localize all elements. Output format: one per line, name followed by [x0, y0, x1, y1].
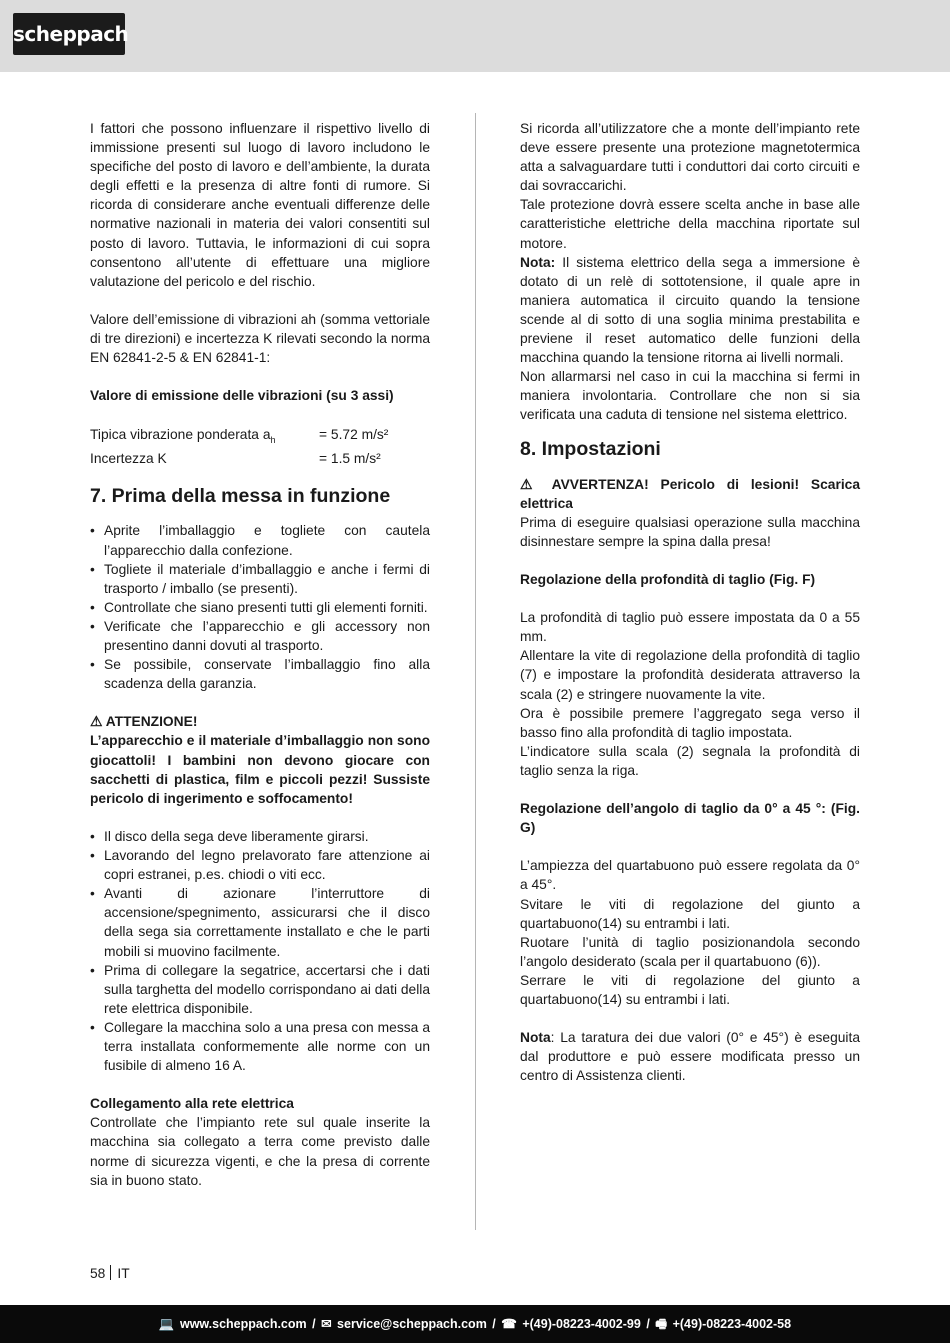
paragraph: Non allarmarsi nel caso in cui la macchina si fermi in maniera involontaria. Controllare che non si sia verificata una caduta di tensione nel sistema elettrico. [520, 369, 860, 423]
section-heading-8: 8. Impostazioni [520, 437, 661, 460]
paragraph: Svitare le viti di regolazione del giunto a quartabuono(14) su entrambi i lati. [520, 896, 860, 931]
paragraph: Ora è possibile premere l’aggregato sega verso il basso fino alla profondità di taglio impostata. [520, 705, 860, 740]
vibration-row [90, 449, 430, 468]
depth-heading: Regolazione della profondità di taglio (Fig. F) [520, 571, 816, 587]
paragraph: L’ampiezza del quartabuono può essere regolata da 0° a 45°. [520, 858, 860, 893]
note-paragraph [520, 1028, 860, 1085]
list-item: • Prima di collegare la segatrice, accertarsi che i dati sulla targhetta del modello corrispondano ai dati della rete elettrica disponibile. [90, 961, 430, 1018]
paragraph: La profondità di taglio può essere impostata da 0 a 55 mm. [520, 610, 860, 645]
vibration-value: = 1.5 m/s² [319, 451, 381, 467]
fax-icon: 🖷 [655, 1317, 668, 1331]
list-item: • Aprite l’imballaggio e togliete con cautela l’apparecchio dalla confezione. [90, 521, 430, 559]
angle-heading: Regolazione dell’angolo di taglio da 0° a 45 °: (Fig. G) [520, 801, 860, 836]
paragraph: Ruotare l’unità di taglio posizionandola secondo l’angolo desiderato (scala per il quartabuono (6)). [520, 934, 860, 969]
paragraph: Valore dell’emissione di vibrazioni ah (somma vettoriale di tre direzioni) e incertezza K rilevati secondo la norma EN 62841-2-5 & EN 62841-1: [90, 311, 430, 366]
note-paragraph [520, 253, 860, 368]
page-header [0, 0, 950, 72]
attention-text: L’apparecchio e il materiale d’imballaggio non sono giocattoli! I bambini non devono giocare con sacchetti di plastica, film e piccoli pezzi! Sussiste pericolo di ingerimento e soffocamento! [90, 733, 430, 806]
paragraph: I fattori che possono influenzare il rispettivo livello di immissione presenti sul luogo di lavoro includono le specifiche del posto di lavoro e dell’ambiente, la durata degli effetti e la presenza di altre fonti di rumore. Si ricorda di considerare anche eventuali differenze delle normative nazionali in materia dei valori consentiti sul posto di lavoro. Tuttavia, le informazioni di cui sopra consentono all’utente di effettuare una migliore valutazione del pericolo e del rischio. [90, 121, 430, 289]
list-item: • Lavorando del legno prelavorato fare attenzione ai copri estranei, p.es. chiodi o viti ecc. [90, 846, 430, 884]
vibration-row [90, 425, 430, 450]
warning-title: AVVERTENZA! Pericolo di lesioni! Scarica elettrica [520, 476, 861, 511]
paragraph: Tale protezione dovrà essere scelta anche in base alle caratteristiche elettriche della macchina riportate sul motore. [520, 197, 860, 251]
paragraph: Prima di eseguire qualsiasi operazione sulla macchina disinnestare sempre la spina dalla presa! [520, 514, 860, 549]
list-item: • Se possibile, conservate l’imballaggio fino alla scadenza della garanzia. [90, 655, 430, 693]
vibration-label: Incertezza K [90, 451, 167, 467]
connection-heading: Collegamento alla rete elettrica [90, 1096, 294, 1112]
paragraph: L’indicatore sulla scala (2) segnala la profondità di taglio senza la riga. [520, 743, 860, 778]
list-item: • Verificate che l’apparecchio e gli accessory non presentino danni dovuti al trasporto. [90, 617, 430, 655]
paragraph: Serrare le viti di regolazione del giunto a quartabuono(14) su entrambi i lati. [520, 972, 860, 1008]
list-item: • Togliete il materiale d’imballaggio e anche i fermi di trasporto / imballo (se presenti). [90, 560, 430, 598]
warning-triangle-icon: ⚠ [90, 714, 103, 730]
right-column [520, 119, 860, 1086]
note-label: Nota: [520, 254, 556, 270]
note-text: : La taratura dei due valori (0° e 45°) è eseguita dal produttore e può essere modificata presso un centro di Assistenza clienti. [520, 1030, 860, 1084]
warning-triangle-icon: ⚠ [520, 476, 541, 492]
vibration-label: Tipica vibrazione ponderata a [90, 426, 271, 442]
paragraph: Allentare la vite di regolazione della profondità di taglio (7) e impostare la profondità desiderata attraverso la scala (2) e stringere nuovamente la vite. [520, 648, 860, 702]
list-item: • Controllate che siano presenti tutti gli elementi forniti. [90, 598, 430, 617]
checklist [90, 521, 430, 693]
note-text: Il sistema elettrico della sega a immersione è dotato di un relè di sottotensione, il quale apre in maniera automatica il circuito quando la tensione scende al di sotto di una soglia minima prestabilita e previene il reset automatico delle funzioni della macchina quando la tensione ritorna ai livelli normali. [520, 254, 860, 366]
page-footer [90, 1265, 130, 1283]
vibration-value: = 5.72 m/s² [319, 426, 389, 442]
fax-number: +(49)-08223-4002-58 [672, 1317, 792, 1331]
phone-icon: ☎ [501, 1317, 517, 1331]
page-number: 58 [90, 1266, 106, 1281]
paragraph: Si ricorda all’utilizzatore che a monte dell’impianto rete deve essere presente una protezione magnetotermica atta a salvaguardare tutti i conduttori dai corto circuiti e dai sovraccarichi. [520, 121, 860, 194]
list-item: • Avanti di azionare l’interruttore di accensione/spegnimento, assicurarsi che il disco della sega sia correttamente installato e che le parti mobili si muovino facilmente. [90, 884, 430, 960]
attention-title: ATTENZIONE! [105, 714, 198, 730]
paragraph: Controllate che l’impianto rete sul quale inserite la macchina sia collegato a terra come previsto dalle norme di sicurezza vigenti, e che la presa di corrente sia in buono stato. [90, 1115, 430, 1188]
email-link[interactable]: service@scheppach.com [337, 1317, 487, 1331]
list-item: • Il disco della sega deve liberamente girarsi. [90, 827, 430, 846]
mail-icon: ✉ [321, 1317, 332, 1331]
vibration-heading: Valore di emissione delle vibrazioni (su 3 assi) [90, 388, 394, 404]
column-divider [475, 113, 476, 1230]
scheppach-logo: scheppach [13, 13, 125, 55]
section-heading-7: 7. Prima della messa in funzione [90, 485, 391, 508]
phone-number: +(49)-08223-4002-99 [522, 1317, 641, 1331]
language-code: IT [117, 1266, 130, 1281]
safety-list [90, 827, 430, 1075]
vibration-subscript: h [270, 434, 276, 445]
contact-bar: 💻 www.scheppach.com / ✉ service@scheppach.com / ☎ +(49)-08223-4002-99 / 🖷 +(49)-08223-4002-58 [0, 1305, 950, 1343]
left-column [90, 119, 430, 1190]
computer-icon: 💻 [158, 1317, 175, 1331]
note-label: Nota [520, 1030, 551, 1046]
list-item: • Collegare la macchina solo a una presa con messa a terra installata conformemente alle norme con un fusibile di almeno 16 A. [90, 1018, 430, 1075]
website-link[interactable]: www.scheppach.com [179, 1317, 307, 1331]
